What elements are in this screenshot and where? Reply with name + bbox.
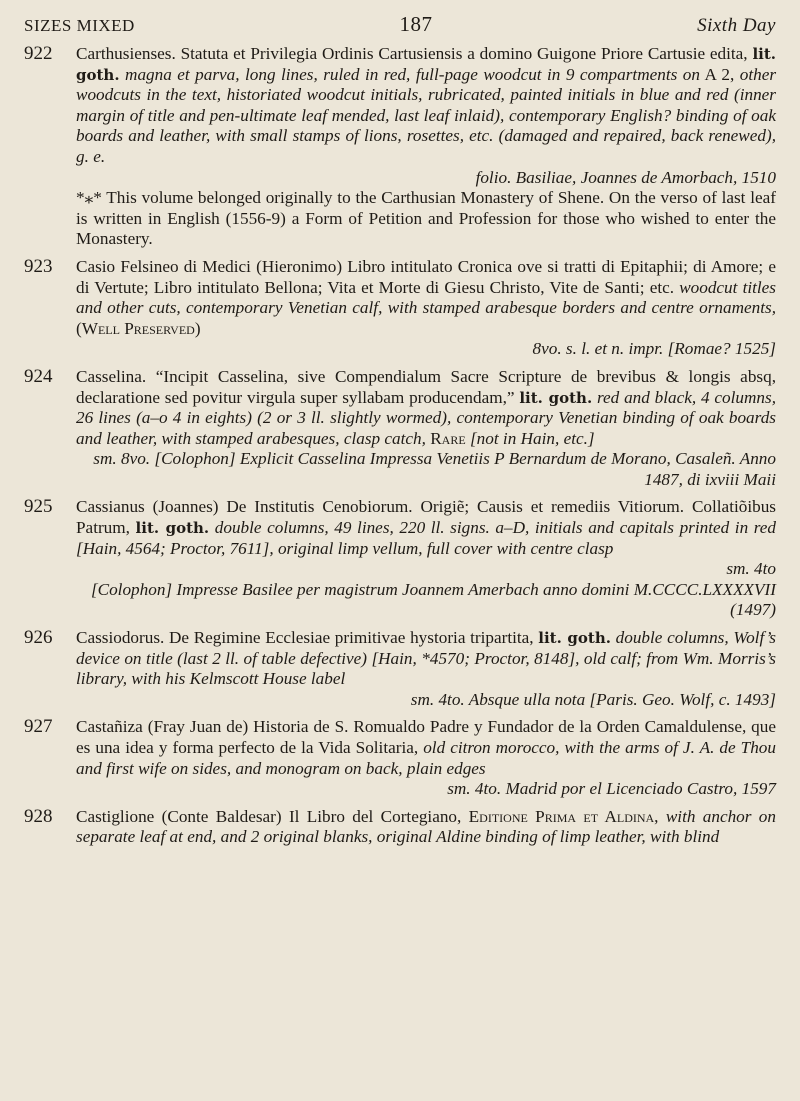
page-number: 187	[399, 12, 433, 36]
lot-entry	[24, 628, 776, 710]
note-asterism: *⁎*	[76, 188, 102, 208]
provenance-note	[76, 188, 776, 250]
lot-entry	[24, 807, 776, 848]
gothic-letter-note: lit. goth.	[519, 388, 593, 407]
lot-entry	[24, 44, 776, 250]
entry-description: with anchor on separate leaf at end, and 2 original blanks, original Aldine binding of limp leather, with blind	[76, 806, 776, 847]
entry-description: red and black, 4 columns, 26 lines (a–o 4 in eights) (2 or 3 ll. slightly wormed), contemporary Venetian binding of oak boards and leather, with stamped arabesques, clasp catch,	[76, 387, 776, 448]
lot-number: 926	[24, 627, 53, 649]
entry-title: Cassianus (Joannes) De Institutis Cenobiorum. Origiẽ; Causis et remediis Vitiorum. Collatiõibus Patrum,	[76, 497, 776, 538]
lot-description	[76, 44, 776, 250]
lot-number: 923	[24, 255, 53, 277]
lot-entry	[24, 257, 776, 360]
lot-number: 927	[24, 716, 53, 738]
entry-title: Castañiza (Fray Juan de) Historia de S. Romualdo Padre y Fundador de la Orden Camaldulense, que es una idea y forma perfecto de la Vida Solitaria,	[76, 717, 776, 757]
note-text: This volume belonged originally to the Carthusian Monastery of Shene. On the verso of last leaf is written in English (1556-9) a Form of Petition and Profession for those who wished to enter the Monastery.	[76, 188, 776, 249]
lot-description	[76, 628, 776, 710]
header-left: SIZES MIXED	[24, 16, 135, 35]
entry-description: double columns, Wolf’s device on title (last 2 ll. of table defective) [Hain, *4570; Proctor, 8148], old calf; from Wm. Morris’s library, with his Kelmscott House label	[76, 628, 777, 689]
gothic-letter-note: lit. goth.	[76, 45, 776, 84]
entry-title: Casio Felsineo di Medici (Hieronimo) Libro intitulato Cronica ove si tratti di Epitaphii; di Amore; e di Vertute; Libro intitulato Bellona; Vita et Morte di Giesu Christo, Vite de Santi; etc.	[76, 256, 776, 297]
header-right: Sixth Day	[697, 15, 776, 36]
entry-imprint: [Colophon] Impresse Basilee per magistrum Joannem Amerbach anno domini M.CCCC.LXXXXVII (1497)	[90, 579, 776, 620]
edition-note: Editione Prima et Aldina,	[468, 806, 659, 826]
lot-number: 924	[24, 365, 53, 387]
entry-description: double columns, 49 lines, 220 ll. signs. a–D, initials and capitals printed in red [Hain, 4564; Proctor, 7611], original limp vellum, full cover with centre clasp	[76, 518, 777, 558]
entry-imprint: sm. 4to. Absque ulla nota [Paris. Geo. Wolf, c. 1493]	[410, 689, 776, 709]
running-header	[24, 12, 776, 37]
entry-size: sm. 4to	[726, 559, 776, 579]
lot-entry	[24, 497, 776, 621]
lot-number: 925	[24, 496, 53, 518]
lot-number: 928	[24, 805, 53, 827]
entry-title: Carthusienses. Statuta et Privilegia Ordinis Cartusiensis a domino Guigone Priore Cartusie edita,	[76, 44, 748, 63]
entry-description: magna et parva, long lines, ruled in red, full-page woodcut in 9 compartments on	[125, 64, 700, 84]
lot-number: 922	[24, 43, 53, 64]
lot-description	[76, 497, 776, 621]
signature-mark: A 2,	[704, 64, 735, 84]
lot-description	[76, 807, 776, 848]
entry-imprint: sm. 4to. Madrid por el Licenciado Castro, 1597	[447, 779, 776, 799]
condition-note: (Well Preserved)	[76, 318, 201, 338]
lot-description	[76, 367, 776, 491]
lot-entry	[24, 367, 776, 491]
rarity-note: Rare	[430, 428, 466, 448]
lot-description	[76, 717, 776, 799]
entry-imprint: 8vo. s. l. et n. impr. [Romae? 1525]	[532, 339, 776, 359]
lot-entry	[24, 717, 776, 799]
reference-note: [not in Hain, etc.]	[469, 428, 595, 448]
entry-imprint: sm. 8vo. [Colophon] Explicit Casselina Impressa Venetiis P Bernardum de Morano, Casaleñ. Anno 1487, di ixviii Maii	[93, 449, 776, 489]
entry-title: Casselina. “Incipit Casselina, sive Compendialum Sacre Scripture de brevibus & longis absq, declaratione sed povitur virgula super syllabam producendam,”	[76, 366, 776, 407]
lot-description	[76, 257, 776, 360]
entry-description: woodcut titles and other cuts, contemporary Venetian calf, with stamped arabesque borders and centre ornaments,	[76, 277, 777, 318]
entry-title: Cassiodorus. De Regimine Ecclesiae primitivae hystoria tripartita,	[76, 628, 534, 648]
gothic-letter-note: lit. goth.	[538, 629, 611, 648]
entry-description-cont: other woodcuts in the text, historiated woodcut initials, rubricated, painted initials in blue and red (inner margin of title and pen-ultimate leaf mended, last leaf inlaid), contemporary English? binding of oak boards and leather, with small stamps of lions, rosettes, etc. (damaged and repaired, back renewed), g. e.	[76, 64, 777, 166]
entry-description: old citron morocco, with the arms of J. A. de Thou and first wife on sides, and monogram on back, plain edges	[76, 738, 776, 778]
entry-imprint: folio. Basiliae, Joannes de Amorbach, 1510	[475, 167, 776, 187]
entry-title: Castiglione (Conte Baldesar) Il Libro del Cortegiano,	[76, 806, 462, 826]
gothic-letter-note: lit. goth.	[135, 519, 210, 538]
